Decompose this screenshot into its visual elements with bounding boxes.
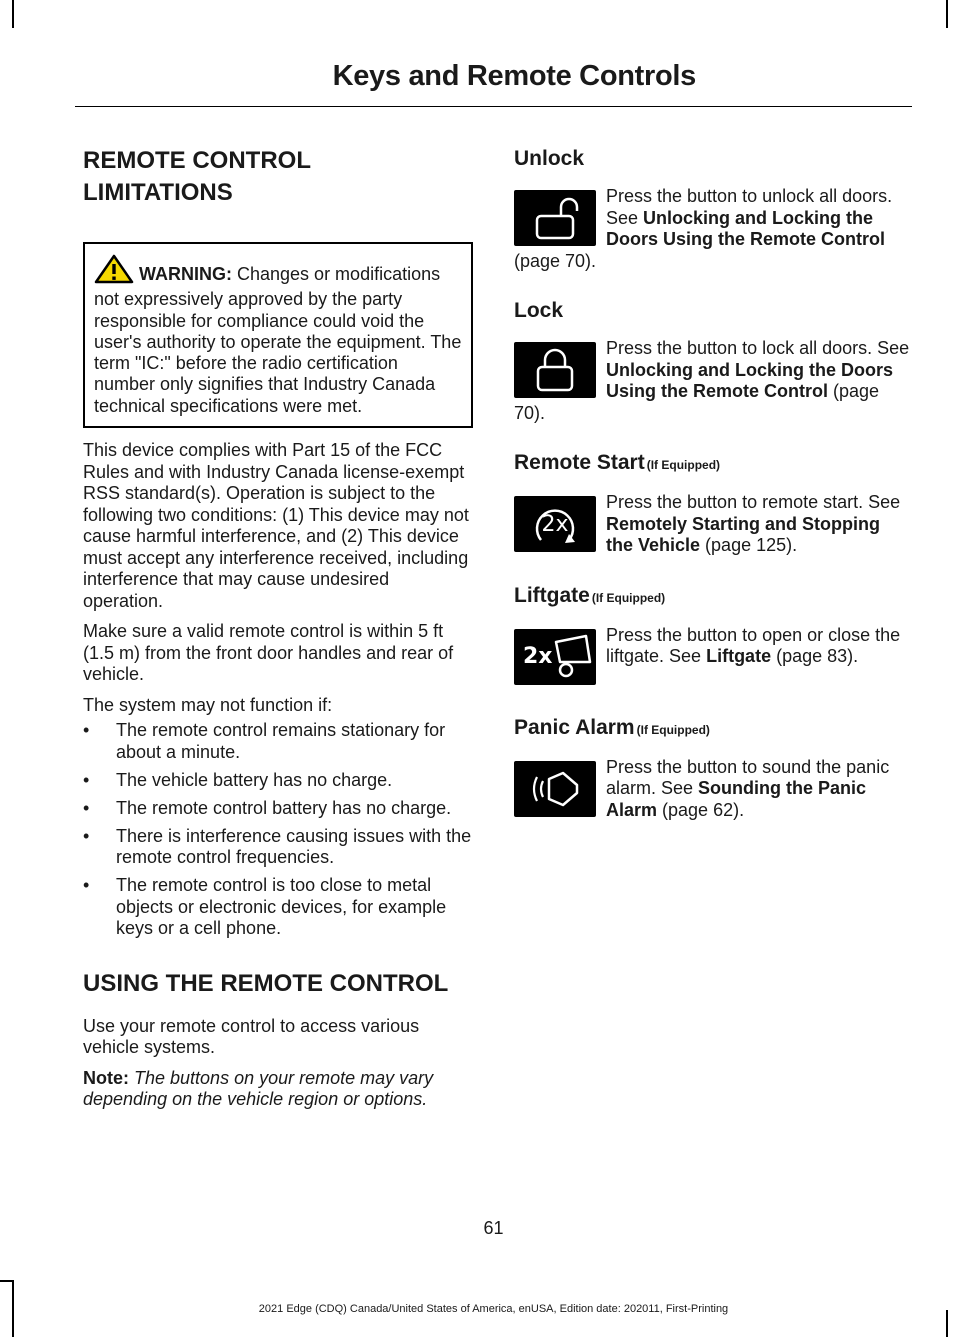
warning-text: Changes or modifications not expressively approved by the party responsible for compliance could void the user's authority to operate the equipment. The term "IC:" before the radio certification number only signifies that Industry Canada technical specifications were met. bbox=[94, 264, 462, 416]
liftgate-text: Press the button to open or close the liftgate. See bbox=[606, 624, 901, 666]
remote-start-reference-link[interactable]: Remotely Starting and Stopping the Vehicle bbox=[606, 513, 881, 555]
if-equipped-tag: (If Equipped) bbox=[591, 590, 666, 605]
crop-mark bbox=[0, 1280, 12, 1282]
panic-alarm-feature bbox=[514, 757, 910, 822]
unlock-heading bbox=[514, 146, 910, 172]
note-text: The buttons on your remote may vary depending on the vehicle region or options. bbox=[83, 1067, 434, 1110]
unlock-page-ref: (page 70). bbox=[514, 250, 597, 271]
section-heading: USING THE REMOTE CONTROL bbox=[83, 969, 449, 997]
list-item: • The remote control is too close to metal objects or electronic devices, for example keys or a cell phone. bbox=[83, 875, 473, 940]
unlock-title: Unlock bbox=[514, 147, 585, 170]
lock-page-ref: (page 70). bbox=[514, 381, 880, 423]
using-paragraph: Use your remote control to access various vehicle systems. bbox=[83, 1015, 420, 1058]
function-intro: The system may not function if: bbox=[83, 694, 333, 715]
right-column bbox=[514, 146, 910, 821]
panic-alarm-page-ref: (page 62). bbox=[657, 799, 745, 820]
remote-start-text: Press the button to remote start. See bbox=[606, 492, 901, 512]
compliance-paragraph: This device complies with Part 15 of the FCC Rules and with Industry Canada license-exempt RSS standard(s). Operation is subject to the following two conditions: (1) This device may not cause harmful interference, and (2) This device must accept any interference received, including interference that may cause undesired operation. bbox=[83, 440, 469, 611]
left-column bbox=[83, 146, 473, 1111]
list-item: • There is interference causing issues with the remote control frequencies. bbox=[83, 826, 473, 869]
lock-reference-link[interactable]: Unlocking and Locking the Doors Using the Remote Control bbox=[606, 359, 894, 401]
liftgate-reference-link[interactable]: Liftgate bbox=[706, 646, 772, 666]
panic-alarm-title: Panic Alarm bbox=[514, 715, 635, 739]
liftgate-icon bbox=[514, 629, 596, 685]
note-label: Note: bbox=[83, 1067, 129, 1088]
range-paragraph: Make sure a valid remote control is within 5 ft (1.5 m) from the front door handles and rear of vehicle. bbox=[83, 621, 454, 685]
header-divider bbox=[75, 106, 912, 107]
liftgate-page-ref: (page 83). bbox=[771, 646, 859, 666]
panic-alarm-heading bbox=[514, 715, 910, 743]
list-item: • The remote control remains stationary for about a minute. bbox=[83, 720, 473, 763]
liftgate-feature bbox=[514, 625, 910, 689]
note-paragraph bbox=[83, 1068, 473, 1111]
lock-text: Press the button to lock all doors. See bbox=[606, 338, 910, 358]
warning-box bbox=[83, 242, 473, 428]
liftgate-title: Liftgate bbox=[514, 583, 590, 607]
unlock-icon bbox=[514, 190, 596, 246]
if-equipped-tag: (If Equipped) bbox=[636, 722, 710, 737]
remote-start-title: Remote Start bbox=[514, 451, 645, 474]
unlock-reference-link[interactable]: Unlocking and Locking the Doors Using the Remote Control bbox=[606, 207, 886, 249]
remote-start-feature bbox=[514, 492, 910, 557]
unlock-feature bbox=[514, 186, 910, 272]
page-number: 61 bbox=[483, 1218, 504, 1238]
warning-triangle-icon bbox=[94, 254, 134, 289]
section-heading: REMOTE CONTROL bbox=[83, 147, 311, 174]
list-item: • The vehicle battery has no charge. bbox=[83, 770, 473, 792]
warning-label: WARNING: bbox=[139, 264, 232, 284]
conditions-list bbox=[83, 720, 473, 940]
remote-start-icon bbox=[514, 496, 596, 552]
crop-mark bbox=[12, 0, 14, 28]
lock-title: Lock bbox=[514, 299, 564, 322]
lock-icon bbox=[514, 342, 596, 398]
liftgate-icon-label: 2x bbox=[523, 644, 553, 669]
panic-alarm-reference-link[interactable]: Sounding the Panic Alarm bbox=[606, 778, 867, 820]
section-heading: LIMITATIONS bbox=[83, 179, 233, 206]
page-header-title: Keys and Remote Controls bbox=[332, 60, 696, 92]
panic-horn-icon bbox=[514, 761, 596, 817]
list-item: • The remote control battery has no charge. bbox=[83, 798, 473, 820]
lock-heading bbox=[514, 298, 910, 324]
remote-start-icon-label: 2x bbox=[541, 511, 569, 537]
remote-start-page-ref: (page 125). bbox=[700, 535, 798, 555]
remote-start-heading bbox=[514, 450, 910, 478]
lock-feature bbox=[514, 338, 910, 424]
unlock-text: Press the button to unlock all doors. See bbox=[606, 186, 893, 228]
panic-alarm-text: Press the button to sound the panic alarm. See bbox=[606, 756, 890, 798]
crop-mark bbox=[946, 0, 948, 28]
page-footer: 2021 Edge (CDQ) Canada/United States of America, enUSA, Edition date: 202011, First-Printing bbox=[258, 1303, 729, 1315]
if-equipped-tag: (If Equipped) bbox=[646, 458, 721, 472]
liftgate-heading bbox=[514, 583, 910, 611]
